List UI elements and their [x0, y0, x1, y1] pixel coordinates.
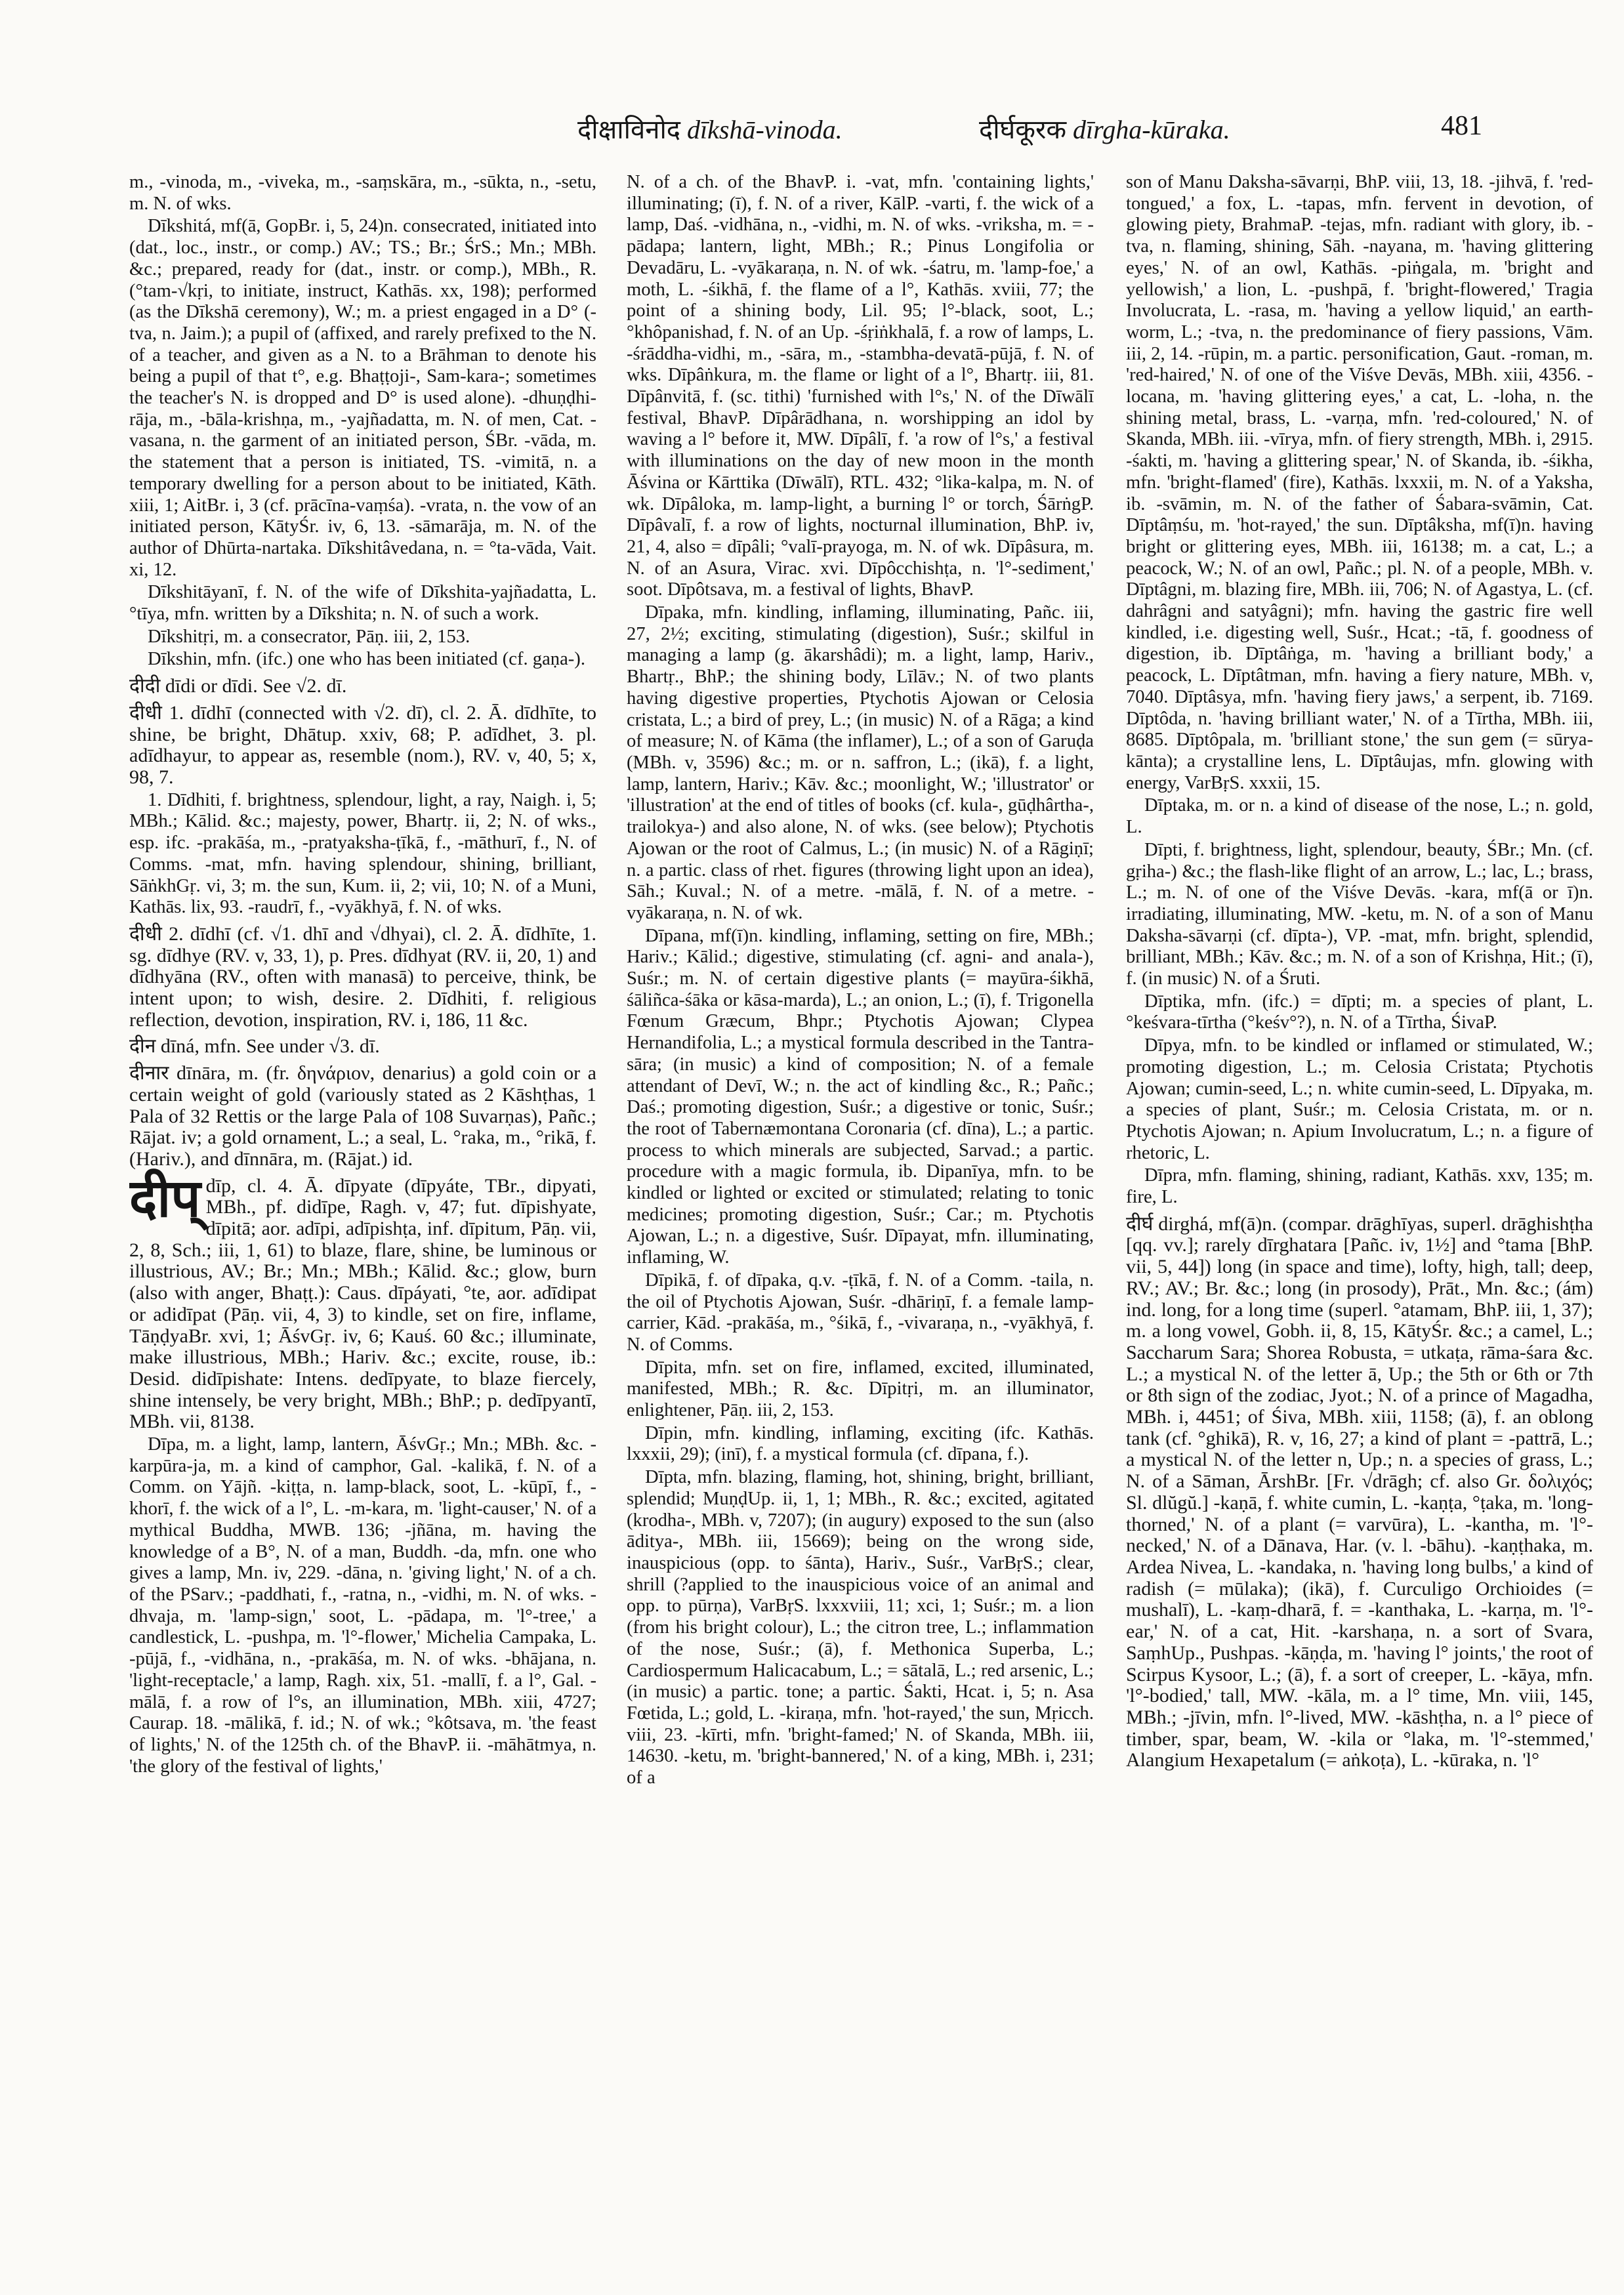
entry-paragraph: Dīpikā, f. of dīpaka, q.v. -ṭīkā, f. N. of a Comm. -taila, n. the oil of Ptychotis Ajowan, Suśr. -dhāriṇī, f. a female lamp-carrier, Kād. -prakāśa, m., °śikā, f., -vivaraṇa, n., -vyākhyā, f. N. of Comms. — [627, 1270, 1094, 1355]
header-right-roman: dīrgha-kūraka. — [1073, 115, 1230, 144]
header-left-roman: dīkshā-vinoda. — [687, 115, 843, 144]
headword-entry: दीदी dīdi or dīdi. See √2. dī. — [129, 675, 347, 697]
headword-entry: दीन dīná, mfn. See under √3. dī. — [129, 1035, 380, 1058]
header-left-devanagari: दीक्षाविनोद — [577, 115, 681, 144]
entry-paragraph: Dīpya, mfn. to be kindled or inflamed or stimulated, W.; promoting digestion, L.; m. Celosia Cristata; Ptychotis Ajowan; cumin-seed, L.; n. white cumin-seed, L. Dīpyaka, m. a species of plant, Suśr.; m. Celosia Cristata, m. or n. Ptychotis Ajowan; n. Apium Involucratum, L.; n. a figure of rhetoric, L. — [1126, 1035, 1593, 1163]
entry-paragraph: Dīpti, f. brightness, light, splendour, beauty, ŚBr.; Mn. (cf. gṛiha-) &c.; the flash-like flight of an arrow, L.; lac, L.; brass, L.; m. N. of one of the Viśve Devās. -kara, mf(ā or ī)n. irradiating, illuminating, MW. -ketu, m. N. of a son of Manu Daksha-sāvarṇi (cf. dīpta-), VP. -mat, mfn. bright, splendid, brilliant, MBh.; Kāv. &c.; m. N. of a son of Krishṇa, Hit.; (ī), f. (in music) N. of a Śruti. — [1126, 839, 1593, 989]
entry-paragraph: Dīptaka, m. or n. a kind of disease of the nose, L.; n. gold, L. — [1126, 795, 1593, 838]
entry-paragraph: son of Manu Daksha-sāvarṇi, BhP. viii, 13, 18. -jihvā, f. 'red-tongued,' a fox, L. -tapas, mfn. fervent in devotion, of glowing piety, BrahmaP. -tejas, mfn. radiant with glory, ib. -tva, n. flaming, shining, Sāh. -nayana, m. 'having glittering eyes,' N. of an owl, Kathās. -piṅgala, m. 'bright and yellowish,' a lion, L. -pushpā, f. 'bright-flowered,' Tragia Involucrata, L. -rasa, m. 'having a yellow liquid,' an earth-worm, L.; -tva, n. the predominance of fiery passions, Vām. iii, 2, 14. -rūpin, m. a partic. personification, Gaut. -roman, m. 'red-haired,' N. of one of the Viśve Devās, MBh. xiii, 4356. -locana, m. 'having glittering eyes,' a cat, L. -loha, n. the shining metal, brass, L. -varṇa, mfn. 'red-coloured,' N. of Skanda, MBh. iii. -vīrya, mfn. of fiery strength, MBh. i, 2915. -śakti, m. 'having a glittering spear,' N. of Skanda, ib. -śikha, mfn. 'bright-flamed' (fire), Kathās. lxxxii, m. N. of a Yaksha, ib. -svāmin, m. N. of the father of Śabara-svāmin, Cat. Dīptâṃśu, m. 'hot-rayed,' the sun. Dīptâksha, mf(ī)n. having bright or glittering eyes, MBh. iii, 16138; m. a cat, L.; a peacock, W.; N. of an owl, Pañc.; pl. N. of a people, MBh. v. Dīptâgni, m. blazing fire, MBh. iii, 706; N. of Agastya, L. (cf. dahrâgni and satyâgni); mfn. having the gastric fire well kindled, i.e. digesting well, Suśr., Hcat.; -tā, f. goodness of digestion, ib. Dīptâṅga, m. 'having a brilliant body,' a peacock, L. Dīptâtman, mfn. having a fiery nature, MBh. v, 7040. Dīptâsya, mfn. 'having fiery jaws,' a serpent, ib. 7169. Dīptôda, n. 'having brilliant water,' N. of a Tīrtha, MBh. iii, 8685. Dīptôpala, m. 'brilliant stone,' the sun gem (= sūrya-kānta); a crystalline lens, L. Dīptâujas, mfn. glowing with energy, VarBṛS. xxxii, 15. — [1126, 172, 1593, 793]
entry-paragraph: Dīkshin, mfn. (ifc.) one who has been initiated (cf. gaṇa-). — [148, 649, 585, 670]
entry-paragraph: Dīkshitṛi, m. a consecrator, Pāṇ. iii, 2, 153. — [148, 626, 470, 647]
headword-entry: दीनार dīnāra, m. (fr. δηνάριον, denarius) a gold coin or a certain weight of gold (variously stated as 2 Kāshṭhas, 1 Pala of 32 Rettis or the large Pala of 108 Suvarṇas), Pañc.; Rājat. iv; a gold ornament, L.; a seal, L. °raka, m., °rikā, f. (Hariv.), and dīnnāra, m. (Rājat.) id. — [129, 1062, 596, 1170]
header-left — [577, 110, 843, 146]
entry-paragraph: Dīkshitāyanī, f. N. of the wife of Dīkshita-yajñadatta, L. °tīya, mfn. written by a Dīkshita; n. N. of such a work. — [129, 582, 596, 625]
column-3 — [1126, 172, 1593, 2239]
column-2 — [627, 172, 1094, 2239]
headword-devanagari-dip: दीप् — [129, 1170, 201, 1228]
entry-paragraph: Dīptika, mfn. (ifc.) = dīpti; m. a species of plant, L. °keśvara-tīrtha (°keśv°?), n. N. of a Tīrtha, ŚivaP. — [1126, 991, 1593, 1033]
header-right-devanagari: दीर्घकूरक — [979, 115, 1067, 144]
headword-entry: दीधी 1. dīdhī (connected with √2. dī), cl. 2. Ā. dīdhīte, to shine, be bright, Dhātup. xxiv, 68; P. adīdhet, 3. pl. adīdhayur, to appear as, resemble (nom.), RV. v, 40, 5; x, 98, 7. — [129, 701, 596, 788]
entry-paragraph: Dīpta, mfn. blazing, flaming, hot, shining, bright, brilliant, splendid; MuṇḍUp. ii, 1, 1; MBh., R. &c.; excited, agitated (krodha-, MBh. v, 7207); (in augury) exposed to the sun (also āditya-, MBh. iii, 15669); being on the wrong side, inauspicious (opp. to śānta), Hariv., Suśr., VarBṛS.; clear, shrill (?applied to the inauspicious voice of an animal and opp. to pūrṇa), VarBṛS. lxxxviii, 11; xci, 1; Suśr.; m. a lion (from his bright colour), L.; the citron tree, L.; inflammation of the nose, Suśr.; (ā), f. Methonica Superba, L.; Cardiospermum Halicacabum, L.; = sātalā, L.; red arsenic, L.; (in music) a partic. tone; a partic. Śakti, Hcat. i, 5; n. Asa Fœtida, L.; gold, L. -kiraṇa, mfn. 'hot-rayed,' the sun, Mṛicch. viii, 23. -kīrti, mfn. 'bright-famed;' N. of Skanda, MBh. iii, 14630. -ketu, m. 'bright-bannered,' N. of a king, MBh. i, 231; of a — [627, 1467, 1094, 1788]
entry-paragraph: Dīpita, mfn. set on fire, inflamed, excited, illuminated, manifested, MBh.; R. &c. Dīpitṛi, m. an illuminator, enlightener, Pāṇ. iii, 2, 153. — [627, 1357, 1094, 1421]
entry-paragraph: Dīkshitá, mf(ā, GopBr. i, 5, 24)n. consecrated, initiated into (dat., loc., instr., or comp.) AV.; TS.; Br.; ŚrS.; Mn.; MBh. &c.; prepared, ready for (dat., instr. or comp.), MBh., R. (°tam-√kṛi, to initiate, instruct, Kathās. xx, 198); performed (as the Dīkshā ceremony), W.; m. a priest engaged in a D° (-tva, n. Jaim.); a pupil of (affixed, and rarely prefixed to the N. of a teacher, and given as a N. to a Brāhman to denote his being a pupil of that t°, e.g. Bhaṭṭoji-, Sam-kara-; sometimes the teacher's N. is dropped and D° is used alone). -dhuṇḍhi-rāja, m., -bāla-krishṇa, m., -yajñadatta, m. N. of men, Cat. -vasana, n. the garment of an initiated person, ŚBr. -vāda, m. the statement that a person is initiated, TS. -vimitā, n. a temporary dwelling for a person about to be initiated, Kāth. xiii, 1; AitBr. i, 3 (cf. prācīna-vaṃśa). -vrata, n. the vow of an initiated person, KātyŚr. iv, 6, 13. -sāmarāja, m. N. of the author of Dhūrta-nartaka. Dīkshitâvedana, n. = °ta-vāda, Vait. xi, 12. — [129, 216, 596, 580]
entry-paragraph: m., -vinoda, m., -viveka, m., -saṃskāra, m., -sūkta, n., -setu, m. N. of wks. — [129, 172, 596, 214]
entry-paragraph: N. of a ch. of the BhavP. i. -vat, mfn. 'containing lights,' illuminating; (ī), f. N. of a river, KālP. -varti, f. the wick of a lamp, Daś. -vidhāna, n., -vidhi, m. N. of wks. -vriksha, m. = -pādapa; lantern, light, MBh.; R.; Pinus Longifolia or Devadāru, L. -vyākaraṇa, n. N. of wk. -śatru, m. 'lamp-foe,' a moth, L. -śikhā, f. the flame of a l°, Kathās. xviii, 77; the point of a shining body, Lil. 95; l°-black, soot, L.; °khôpanishad, f. N. of an Up. -śṛiṅkhalā, f. a row of lamps, L. -śrāddha-vidhi, m., -sāra, m., -stambha-devatā-pūjā, f. N. of wks. Dīpâṅkura, m. the flame or light of a l°, Bhartṛ. iii, 81. Dīpânvitā, f. (sc. tithi) 'furnished with l°s,' N. of the Dīwālī festival, BhavP. Dīpârādhana, n. worshipping an idol by waving a l° before it, MW. Dīpâlī, f. 'a row of l°s,' a festival with illuminations on the day of new moon in the month Āśvina or Kārttika (Dīwālī), RTL. 432; °lika-kalpa, m. N. of wk. Dīpâloka, m. lamp-light, a burning l° or torch, ŚārṅgP. Dīpâvalī, f. a row of lights, nocturnal illumination, BhP. iv, 21, 4, also = dīpâli; °valī-prayoga, m. N. of wk. Dīpâsura, m. N. of an Asura, Virac. xvi. Dīpôcchishṭa, n. 'l°-sediment,' soot. Dīpôtsava, m. a festival of lights, BhavP. — [627, 172, 1094, 600]
entry-paragraph: Dīpin, mfn. kindling, inflaming, exciting (ifc. Kathās. lxxxii, 29); (inī), f. a mystical formula (cf. dīpana, f.). — [627, 1422, 1094, 1465]
headword-entry: दीधी 2. dīdhī (cf. √1. dhī and √dhyai), cl. 2. Ā. dīdhīte, 1. sg. dīdhye (RV. v, 33, 1), p. Pres. dīdhyat (RV. ii, 20, 1) and dīdhyāna (RV., often with manasā) to perceive, think, be intent upon; to wish, desire. 2. Dīdhiti, f. religious reflection, devotion, inspiration, RV. i, 186, 11 &c. — [129, 922, 596, 1031]
entry-paragraph: Dīpra, mfn. flaming, shining, radiant, Kathās. xxv, 135; m. fire, L. — [1126, 1165, 1593, 1208]
headword-text: dīp, cl. 4. Ā. dīpyate (dīpyáte, TBr., dipyati, MBh., pf. didīpe, Ragh. v, 47; fut. dīpishyate, dīpitā; aor. adīpi, adīpishṭa, inf. dīpitum, Pāṇ. vii, 2, 8, Sch.; iii, 1, 61) to blaze, flare, shine, be luminous or illustrious, AV.; Br.; Mn.; MBh.; Kālid. &c.; glow, burn (also with anger, Bhaṭṭ.): Caus. dīpáyati, °te, aor. adīdipat or adidīpat (Pāṇ. vii, 4, 3) to kindle, set on fire, inflame, TāṇḍyaBr. xvi, 1; ĀśvGṛ. iv, 6; Kauś. 60 &c.; illuminate, make illustrious, MBh.; Hariv. &c.; excite, rouse, ib.: Desid. didīpishate: Intens. dedīpyate, to blaze fiercely, shine intensely, be very bright, MBh.; BhP.; p. dedīpyantī, MBh. vii, 8138. — [129, 1174, 596, 1433]
header-right — [979, 110, 1230, 146]
entry-paragraph: Dīpa, m. a light, lamp, lantern, ĀśvGṛ.; Mn.; MBh. &c. -karpūra-ja, m. a kind of camphor, Gal. -kalikā, f. N. of a Comm. on Yājñ. -kiṭṭa, n. lamp-black, soot, L. -kūpī, f., -khorī, f. the wick of a l°, L. -m-kara, m. 'light-causer,' N. of a mythical Buddha, MWB. 136; -jñāna, m. having the knowledge of a B°, N. of a man, Buddh. -da, mfn. one who gives a lamp, Mn. iv, 229. -dāna, n. 'giving light,' N. of a ch. of the PSarv.; -paddhati, f., -ratna, n., -vidhi, m. N. of wks. -dhvaja, m. 'lamp-sign,' soot, L. -pādapa, m. 'l°-tree,' a candlestick, L. -pushpa, m. 'l°-flower,' Michelia Campaka, L. -pūjā, f., -vidhāna, n., -prakāśa, m. N. of wks. -bhājana, n. 'light-receptacle,' a lamp, Ragh. xix, 51. -mallī, f. a l°, Gal. -mālā, f. a row of l°s, an illumination, MBh. xiii, 4727; Caurap. 18. -mālikā, f. id.; N. of wk.; °kôtsava, m. 'the feast of lights,' N. of the 125th ch. of the BhavP. ii. -māhātmya, n. 'the glory of the festival of lights,' — [129, 1434, 596, 1777]
page-number: 481 — [1441, 111, 1482, 141]
column-1 — [129, 172, 596, 2239]
entry-paragraph: 1. Dīdhiti, f. brightness, splendour, light, a ray, Naigh. i, 5; MBh.; Kālid. &c.; majesty, power, Bhartṛ. ii, 2; N. of wks., esp. ifc. -prakāśa, m., -pratyaksha-ṭīkā, f., -māthurī, f., N. of Comms. -mat, mfn. having splendour, shining, brilliant, SāṅkhGṛ. vi, 3; m. the sun, Kum. ii, 2; vii, 10; N. of a Muni, Kathās. lix, 93. -raudrī, f., -vyākhyā, f. N. of wks. — [129, 789, 596, 918]
entry-paragraph: Dīpaka, mfn. kindling, inflaming, illuminating, Pañc. iii, 27, 2½; exciting, stimulating (digestion), Suśr.; skilful in managing a lamp (g. ākarshâdi); m. a light, lamp, Hariv., Bhartṛ., BhP.; the shining body, Līlāv.; N. of two plants having digestive properties, Ptychotis Ajowan or Celosia cristata, L.; a bird of prey, L.; (in music) N. of a Rāga; a kind of measure; N. of Kāma (the inflamer), L.; of a son of Garuḍa (MBh. v, 3596) &c.; m. or n. saffron, L.; (ikā), f. a light, lamp, lantern, Hariv.; Kāv. &c.; moonlight, W.; 'illustrator' or 'illustration' at the end of titles of books (cf. kula-, gūḍhârtha-, trailokya-) and also alone, N. of wks. (see below); Ptychotis Ajowan or the root of Calmus, L.; (in music) N. of a Rāgiṇī; n. a partic. class of rhet. figures (throwing light upon an idea), Sāh.; Kuval.; N. of a metre. -mālā, f. N. of a metre. -vyākaraṇa, n. N. of wk. — [627, 602, 1094, 923]
entry-paragraph: Dīpana, mf(ī)n. kindling, inflaming, setting on fire, MBh.; Hariv.; Kālid.; digestive, stimulating (cf. agni- and anala-), Suśr.; m. N. of certain digestive plants (= mayūra-śikhā, śāliñca-śāka or kāsa-marda), L.; an onion, L.; (ī), f. Trigonella Fœnum Græcum, Bhpr.; Ptychotis Ajowan; Clypea Hernandifolia, L.; a mystical formula described in the Tantra-sāra; (in music) a kind of composition; N. of a female attendant of Devī, W.; n. the act of kindling &c., R.; Pañc.; Daś.; promoting digestion, Suśr.; a digestive or tonic, Suśr.; the root of Tabernæmontana Coronaria (cf. dīna), L.; a partic. process to which minerals are subjected, Sarvad.; a partic. procedure with a magic formula, ib. Dipanīya, mfn. to be kindled or lighted or excited or stimulated; relating to tonic medicines; promoting digestion, Suśr.; Car.; m. Ptychotis Ajowan, L.; n. a digestive, Suśr. Dīpayat, mfn. illuminating, inflaming, W. — [627, 925, 1094, 1268]
headword-entry-dip — [129, 1170, 596, 1433]
headword-entry: दीर्घ dirghá, mf(ā)n. (compar. drāghīyas, superl. drāghishṭha [qq. vv.]; rarely dīrghatara [Pañc. iv, 1½] and °tama [BhP. vii, 5, 44]) long (in space and time), lofty, high, tall; deep, RV.; AV.; Br. &c.; long (in prosody), Prāt., Mn. &c.; (ám) ind. long, for a long time (superl. °atamam, BhP. iii, 1, 37); m. a long vowel, Gobh. ii, 8, 15, KātyŚr. &c.; a camel, L.; Saccharum Sara; Shorea Robusta, = utkaṭa, rāma-śara &c. L.; a mystical N. of the letter ā, Up.; the 5th or 6th or 7th or 8th sign of the zodiac, Jyot.; N. of a prince of Magadha, MBh. i, 4451; of Śiva, MBh. xiii, 1158; (ā), f. an oblong tank (cf. °ghikā), R. v, 16, 27; a kind of plant = -pattrā, L.; a mystical N. of the letter n, Up.; n. a species of grass, L.; N. of a Sāman, ĀrshBr. [Fr. √drāgh; cf. also Gr. δολιχός; Sl. dlŭgŭ.] -kaṇā, f. white cumin, L. -kaṇṭa, °ṭaka, m. 'long-thorned,' N. of a plant (= varvūra), L. -kantha, m. 'l°-necked,' N. of a Dānava, Har. (v. l. -bāhu). -kaṇṭhaka, m. Ardea Nivea, L. -kandaka, n. 'having long bulbs,' a kind of radish (= mūlaka); (ikā), f. Curculigo Orchioides (= mushalī), L. -kaṃ-dharā, f. = -kanthaka, L. -karṇa, m. 'l°-ear,' N. of a cat, Hit. -karshaṇa, n. a sort of Svara, SaṃhUp., Pushpas. -kāṇḍa, m. 'having l° joints,' the root of Scirpus Kysoor, L.; (ā), f. a sort of creeper, L. -kāya, mfn. 'l°-bodied,' tall, MW. -kāla, m. a l° time, Mn. viii, 145, MBh.; -jīvin, mfn. l°-lived, MW. -kāshṭha, n. a l° piece of timber, spar, beam, W. -kila or °laka, m. 'l°-stemmed,' Alangium Hexapetalum (= aṅkoṭa), L. -kūraka, n. 'l° — [1126, 1212, 1593, 1771]
